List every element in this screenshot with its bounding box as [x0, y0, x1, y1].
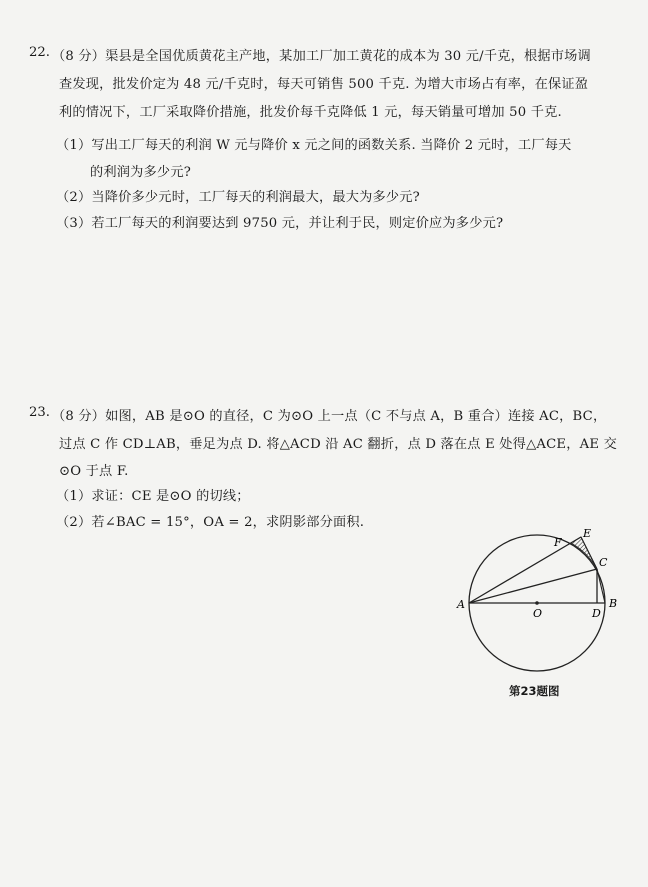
figure-caption: 第23题图	[509, 684, 560, 698]
svg-text:E: E	[583, 527, 592, 540]
question-22-part-1: （1）写出工厂每天的利润 W 元与降价 x 元之间的函数关系. 当降价 2 元时，工厂每天	[56, 138, 572, 153]
question-22-line-2: 查发现，批发价定为 48 元/千克时，每天可销售 500 千克. 为增大市场占有率，在保证盈	[59, 77, 589, 92]
question-22-part-2: （2）当降价多少元时，工厂每天的利润最大，最大为多少元?	[56, 190, 420, 205]
svg-text:F: F	[554, 536, 562, 549]
svg-text:O: O	[533, 607, 543, 620]
svg-text:D: D	[592, 607, 601, 620]
svg-text:C: C	[599, 556, 608, 569]
svg-text:A: A	[457, 598, 465, 611]
segment-ac	[469, 569, 597, 603]
question-23-line-1: （8 分）如图，AB 是⊙O 的直径，C 为⊙O 上一点（C 不与点 A，B 重合）连接 AC，BC，	[52, 409, 607, 424]
center-dot	[535, 601, 539, 605]
segment-cb	[597, 569, 605, 603]
question-22-number: 22.	[29, 45, 50, 60]
question-23-line-2: 过点 C 作 CD⊥AB，垂足为点 D. 将△ACD 沿 AC 翻折，点 D 落在点 E 处得△ACE，AE 交	[59, 437, 617, 452]
question-22-part-1-cont: 的利润为多少元?	[90, 165, 191, 180]
question-22-line-3: 利的情况下，工厂采取降价措施，批发价每千克降低 1 元，每天销量可增加 50 千克.	[59, 105, 562, 120]
question-23-part-1: （1）求证：CE 是⊙O 的切线；	[56, 489, 250, 504]
question-22-part-3: （3）若工厂每天的利润要达到 9750 元，并让利于民，则定价应为多少元?	[56, 216, 504, 231]
segment-ae	[469, 537, 581, 603]
question-22-line-1: （8 分）渠县是全国优质黄花主产地，某加工厂加工黄花的成本为 30 元/千克，根据市场调	[52, 49, 591, 64]
question-23-line-3: ⊙O 于点 F.	[59, 464, 129, 479]
question-23-number: 23.	[29, 405, 50, 420]
svg-text:B: B	[609, 597, 618, 610]
question-23-part-2: （2）若∠BAC = 15°，OA = 2，求阴影部分面积.	[56, 515, 365, 530]
